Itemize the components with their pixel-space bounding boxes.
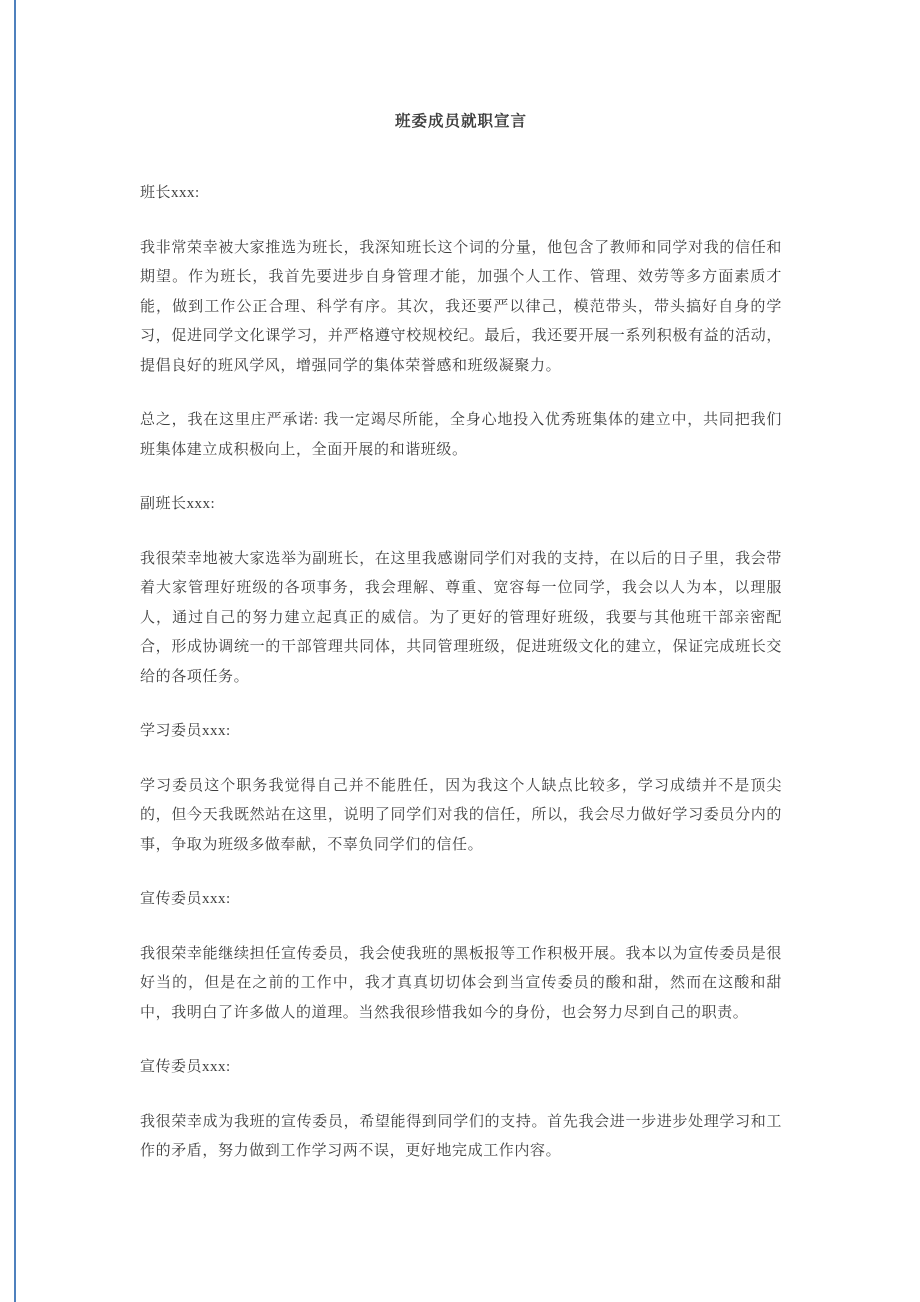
- document-title: 班委成员就职宣言: [394, 113, 527, 130]
- section-monitor: [140, 179, 782, 465]
- speech-paragraph: 我非常荣幸被大家推选为班长，我深知班长这个词的分量，他包含了教师和同学对我的信任和期望。作为班长，我首先要进步自身管理才能，加强个人工作、管理、效劳等多方面素质才能，做到工作公正合理、科学有序。其次，我还要严以律己，模范带头，带头搞好自身的学习，促进同学文化课学习，并严格遵守校规校纪。最后，我还要开展一系列积极有益的活动，提倡良好的班风学风，增强同学的集体荣誉感和班级凝聚力。: [140, 239, 782, 374]
- role-heading: 班长xxx:: [140, 185, 200, 201]
- speech-paragraph: 学习委员这个职务我觉得自己并不能胜任，因为我这个人缺点比较多，学习成绩并不是顶尖的，但今天我既然站在这里，说明了同学们对我的信任，所以，我会尽力做好学习委员分内的事，争取为班级多做奉献，不辜负同学们的信任。: [140, 777, 782, 853]
- role-heading: 学习委员xxx:: [140, 723, 231, 739]
- role-heading: 副班长xxx:: [140, 496, 216, 512]
- speech-paragraph: 我很荣幸地被大家选举为副班长，在这里我感谢同学们对我的支持，在以后的日子里，我会带着大家管理好班级的各项事务，我会理解、尊重、宽容每一位同学，我会以人为本，以理服人，通过自己的努力建立起真正的威信。为了更好的管理好班级，我要与其他班干部亲密配合，形成协调统一的干部管理共同体，共同管理班级，促进班级文化的建立，保证完成班长交给的各项任务。: [140, 550, 782, 685]
- section-publicity-committee-1: [140, 885, 782, 1028]
- left-margin-rule: [14, 0, 16, 1302]
- speech-paragraph: 我很荣幸能继续担任宣传委员，我会使我班的黑板报等工作积极开展。我本以为宣传委员是很好当的，但是在之前的工作中，我才真真切切体会到当宣传委员的酸和甜，然而在这酸和甜中，我明白了许多做人的道理。当然我很珍惜我如今的身份，也会努力尽到自己的职责。: [140, 945, 782, 1021]
- section-study-committee: [140, 717, 782, 860]
- section-vice-monitor: [140, 490, 782, 692]
- section-publicity-committee-2: [140, 1053, 782, 1167]
- role-heading: 宣传委员xxx:: [140, 891, 231, 907]
- speech-paragraph: 总之，我在这里庄严承诺: 我一定竭尽所能，全身心地投入优秀班集体的建立中，共同把我们班集体建立成积极向上，全面开展的和谐班级。: [140, 412, 782, 458]
- speech-paragraph: 我很荣幸成为我班的宣传委员，希望能得到同学们的支持。首先我会进一步进步处理学习和工作的矛盾，努力做到工作学习两不误，更好地完成工作内容。: [140, 1113, 782, 1159]
- role-heading: 宣传委员xxx:: [140, 1059, 231, 1075]
